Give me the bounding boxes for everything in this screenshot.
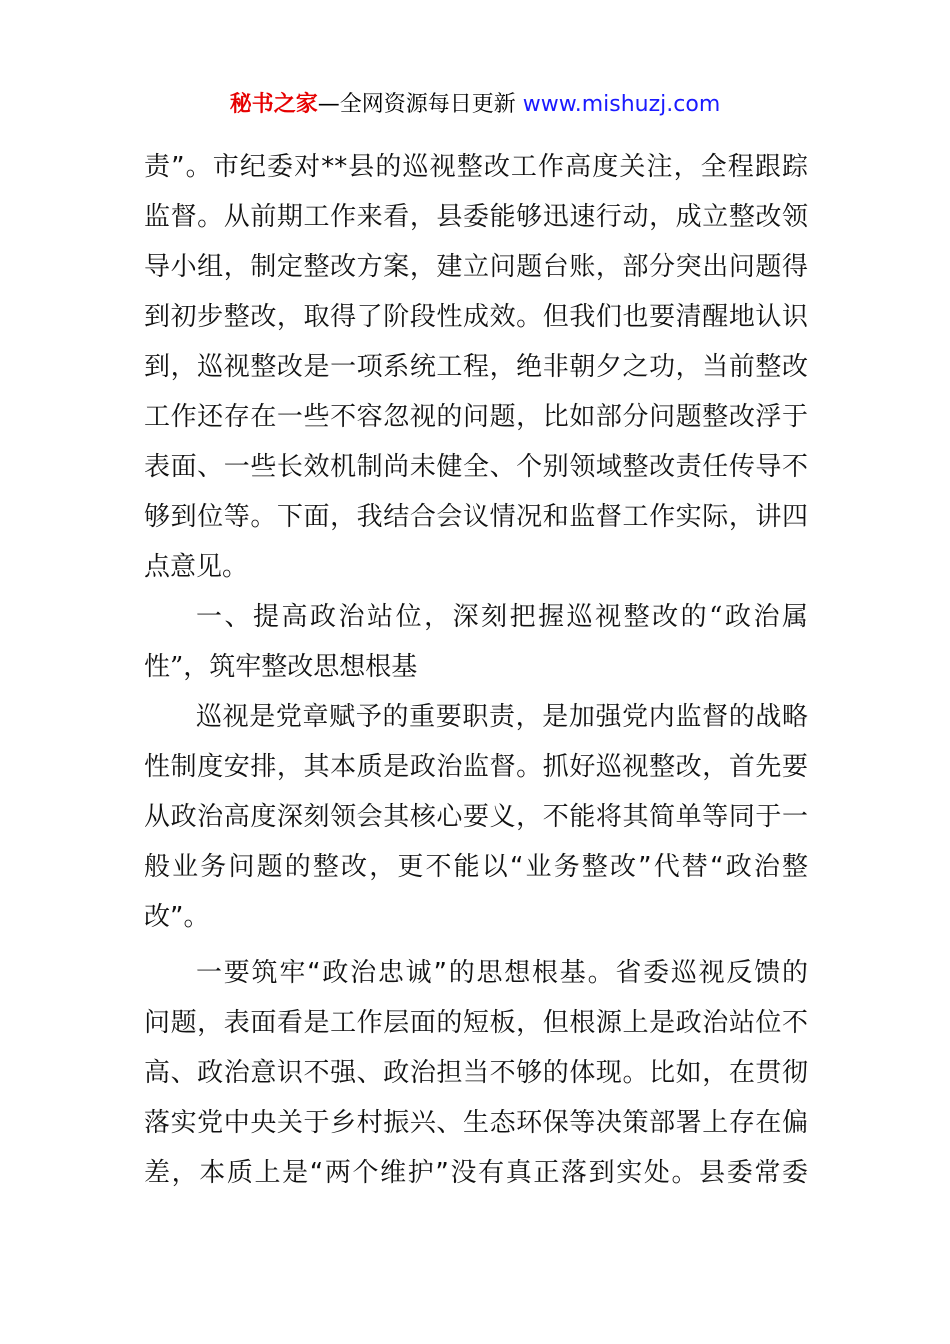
body-line: 导小组，制定整改方案，建立问题台账，部分突出问题得	[144, 252, 808, 282]
header-brand: 秘书之家	[229, 92, 318, 117]
body-line: 高、政治意识不强、政治担当不够的体现。比如，在贯彻	[144, 1058, 808, 1088]
section-heading: 一、提高政治站位，深刻把握巡视整改的“政治属	[196, 602, 808, 632]
document-body	[144, 142, 808, 1198]
body-line: 改”。	[144, 902, 210, 932]
body-line: 点意见。	[144, 552, 249, 582]
body-line: 到，巡视整改是一项系统工程，绝非朝夕之功，当前整改	[144, 352, 808, 382]
body-line: 差，本质上是“两个维护”没有真正落到实处。县委常委	[144, 1158, 808, 1188]
header-site-url[interactable]: www.mishuzj.com	[522, 92, 721, 117]
body-line: 性制度安排，其本质是政治监督。抓好巡视整改，首先要	[144, 752, 808, 782]
header-tagline: —全网资源每日更新	[317, 92, 523, 117]
body-line: 够到位等。下面，我结合会议情况和监督工作实际，讲四	[144, 502, 808, 532]
body-line: 表面、一些长效机制尚未健全、个别领域整改责任传导不	[144, 452, 808, 482]
body-line: 落实党中央关于乡村振兴、生态环保等决策部署上存在偏	[144, 1108, 808, 1138]
section-heading-cont: 性”，筑牢整改思想根基	[144, 652, 418, 682]
body-line: 一要筑牢“政治忠诚”的思想根基。省委巡视反馈的	[196, 958, 808, 988]
body-line: 到初步整改，取得了阶段性成效。但我们也要清醒地认识	[144, 302, 808, 332]
body-line: 般业务问题的整改，更不能以“业务整改”代替“政治整	[144, 852, 808, 882]
body-line: 从政治高度深刻领会其核心要义，不能将其简单等同于一	[144, 802, 808, 832]
body-line: 巡视是党章赋予的重要职责，是加强党内监督的战略	[196, 702, 808, 732]
body-line: 监督。从前期工作来看，县委能够迅速行动，成立整改领	[144, 202, 808, 232]
body-line: 责”。市纪委对**县的巡视整改工作高度关注，全程跟踪	[144, 152, 808, 182]
page-header	[0, 88, 950, 122]
body-line: 问题，表面看是工作层面的短板，但根源上是政治站位不	[144, 1008, 808, 1038]
body-line: 工作还存在一些不容忽视的问题，比如部分问题整改浮于	[144, 402, 808, 432]
